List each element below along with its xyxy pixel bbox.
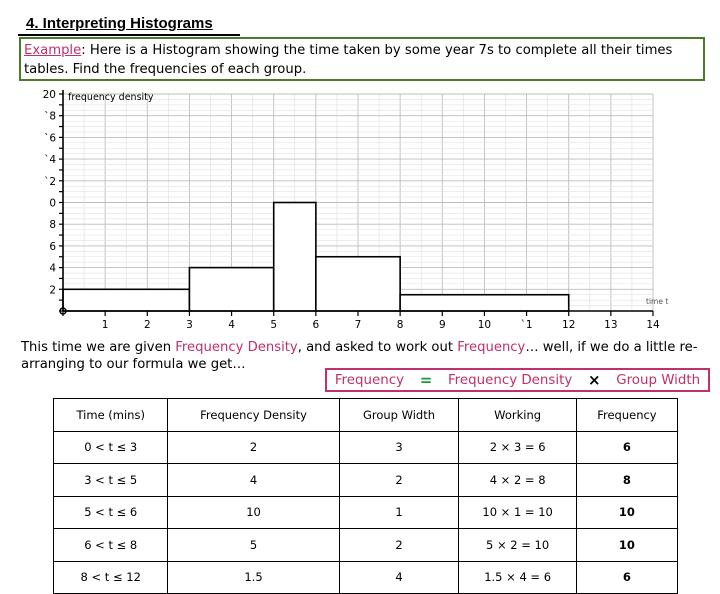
frequency-table <box>53 398 678 594</box>
x-tick-label: 13 <box>604 319 618 331</box>
table-cell: 8 < t ≤ 12 <box>54 561 168 594</box>
table-cell: 10 × 1 = 10 <box>459 496 576 529</box>
x-tick-label: 9 <box>438 319 446 331</box>
table-header-cell: Time (mins) <box>54 399 168 432</box>
table-cell: 2 × 3 = 6 <box>459 431 576 464</box>
histogram-bar-5 <box>400 295 569 311</box>
x-tick-label: 2 <box>143 319 151 331</box>
x-tick-label: 10 <box>477 319 492 331</box>
table-cell: 5 × 2 = 10 <box>459 529 576 562</box>
table-cell: 5 < t ≤ 6 <box>54 496 168 529</box>
x-tick-label: 12 <box>562 319 576 331</box>
formula-box <box>325 368 710 392</box>
x-tick-label: 7 <box>354 319 362 331</box>
table-cell: 0 < t ≤ 3 <box>54 431 168 464</box>
example-box <box>19 37 705 81</box>
formula-term-density: Frequency Density <box>447 372 573 388</box>
histogram-bar-3 <box>274 203 316 312</box>
section-title: 4. Interpreting Histograms <box>26 15 213 32</box>
x-tick-label: 4 <box>228 319 235 331</box>
histogram-bar-4 <box>316 257 400 311</box>
table-cell-frequency: 8 <box>576 464 677 497</box>
table-cell: 2 <box>168 431 339 464</box>
y-tick-label: 0 <box>49 197 56 210</box>
table-row <box>54 431 678 464</box>
table-row <box>54 529 678 562</box>
table-header-cell: Working <box>459 399 576 432</box>
table-cell: 3 < t ≤ 5 <box>54 464 168 497</box>
paragraph-highlight-frequency: Frequency <box>457 340 526 355</box>
histogram-bar-1 <box>63 289 189 311</box>
x-tick-label: `1 <box>520 319 533 331</box>
x-tick-label: 1 <box>101 319 109 331</box>
table-header-cell: Frequency Density <box>168 399 339 432</box>
table-cell: 3 <box>339 431 459 464</box>
table-header-row <box>54 399 678 432</box>
y-tick-label: `6 <box>44 132 56 145</box>
x-tick-label: 14 <box>646 319 660 331</box>
table-row <box>54 561 678 594</box>
histogram-bar-2 <box>189 268 273 311</box>
title-underline-rule <box>18 34 240 36</box>
x-tick-label: 8 <box>396 319 404 331</box>
y-axis-label: frequency density <box>68 92 154 103</box>
y-tick-label: 6 <box>49 240 56 253</box>
y-tick-label: `2 <box>44 175 56 188</box>
table-header-cell: Group Width <box>339 399 459 432</box>
table-cell: 1.5 × 4 = 6 <box>459 561 576 594</box>
table-cell: 10 <box>168 496 339 529</box>
table-cell: 6 < t ≤ 8 <box>54 529 168 562</box>
table-row <box>54 464 678 497</box>
table-cell: 2 <box>339 529 459 562</box>
table-cell: 1.5 <box>168 561 339 594</box>
paragraph-highlight-frequency-density: Frequency Density <box>175 340 298 355</box>
x-axis-label: time t <box>646 297 669 306</box>
y-tick-label: 2 <box>49 284 56 297</box>
x-tick-label: 5 <box>270 319 278 331</box>
table-cell-frequency: 6 <box>576 431 677 464</box>
table-cell: 4 × 2 = 8 <box>459 464 576 497</box>
paragraph-text-1: This time we are given <box>21 340 176 355</box>
y-tick-label: 8 <box>49 219 56 232</box>
table-cell-frequency: 10 <box>576 529 677 562</box>
y-tick-label: `8 <box>44 110 56 123</box>
formula-term-width: Group Width <box>616 372 701 388</box>
example-text: : Here is a Histogram showing the time taken by some year 7s to complete all their times tables. Find the frequencies of each group. <box>24 43 673 77</box>
paragraph-text-3: … well, if we do a little re-arranging to our formula we get… <box>21 340 698 372</box>
table-cell: 5 <box>168 529 339 562</box>
table-cell: 4 <box>168 464 339 497</box>
example-label: Example <box>24 43 82 58</box>
table-cell: 1 <box>339 496 459 529</box>
y-tick-label: `4 <box>44 154 56 167</box>
table-header-cell: Frequency <box>576 399 677 432</box>
formula-lhs: Frequency <box>334 372 405 388</box>
formula-equals: = <box>419 371 433 389</box>
table-cell: 4 <box>339 561 459 594</box>
y-tick-label: 4 <box>49 262 56 275</box>
formula-times: × <box>587 371 601 389</box>
table-cell: 2 <box>339 464 459 497</box>
paragraph-text-2: , and asked to work out <box>297 340 458 355</box>
x-tick-label: 3 <box>186 319 193 331</box>
x-tick-label: 6 <box>312 319 320 331</box>
table-row <box>54 496 678 529</box>
table-cell-frequency: 10 <box>576 496 677 529</box>
table-cell-frequency: 6 <box>576 561 677 594</box>
y-tick-label: 20 <box>42 89 56 101</box>
histogram-chart <box>0 86 720 334</box>
